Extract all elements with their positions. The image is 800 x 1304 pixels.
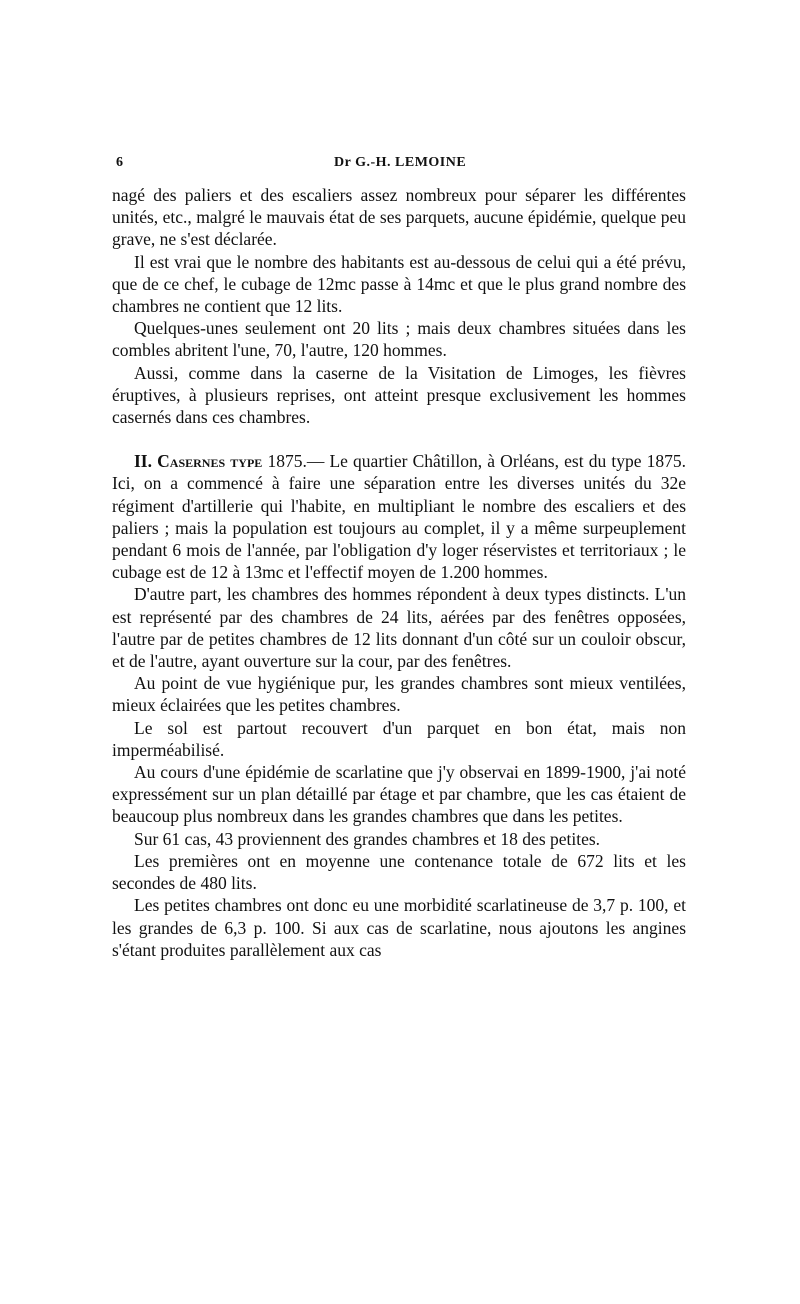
paragraph-4: Aussi, comme dans la caserne de la Visitation de Limoges, les fièvres éruptives, à plusieurs reprises, ont atteint presque exclusivement les hommes casernés dans ces chambres. [112,362,686,428]
paragraph-6: D'autre part, les chambres des hommes répondent à deux types distincts. L'un est représenté par des chambres de 24 lits, aérées par des fenêtres opposées, l'autre par de petites chambres de 12 lits donnant d'un côté sur un couloir obscur, et de l'autre, ayant ouverture sur la cour, par des fenêtres. [112,584,686,672]
section-heading-paragraph [112,450,686,583]
paragraph-1: nagé des paliers et des escaliers assez nombreux pour séparer les différentes unités, etc., malgré le mauvais état de ses parquets, aucune épidémie, quelque peu grave, ne s'est déclarée. [112,185,686,250]
section-break [112,428,686,450]
paragraph-7: Au point de vue hygiénique pur, les grandes chambres sont mieux ventilées, mieux éclairées que les petites chambres. [112,673,686,716]
page-header [112,150,686,174]
paragraph-2: Il est vrai que le nombre des habitants est au-dessous de celui qui a été prévu, que de ce chef, le cubage de 12mc passe à 14mc et que le plus grand nombre des chambres ne contient que 12 lits. [112,251,686,317]
running-head: Dr G.-H. LEMOINE [334,155,467,170]
paragraph-11: Les premières ont en moyenne une contenance totale de 672 lits et les secondes de 480 lits. [112,850,686,894]
paragraph-10: Sur 61 cas, 43 proviennent des grandes chambres et 18 des petites. [134,828,601,849]
section-heading: Casernes type [157,451,263,472]
book-page [112,150,686,961]
section-number: II. [134,451,152,472]
paragraph-8: Le sol est partout recouvert d'un parquet en bon état, mais non imperméabilisé. [112,717,686,760]
page-number: 6 [116,155,124,170]
paragraph-9: Au cours d'une épidémie de scarlatine que j'y observai en 1899-1900, j'ai noté expressément sur un plan détaillé par étage et par chambre, que les cas étaient de beaucoup plus nombreux dans les grandes chambres que dans les petites. [112,762,686,827]
paragraph-3: Quelques-unes seulement ont 20 lits ; mais deux chambres situées dans les combles abritent l'une, 70, l'autre, 120 hommes. [112,318,686,361]
section-opening-text: 1875.— Le quartier Châtillon, à Orléans, est du type 1875. Ici, on a commencé à faire une séparation entre les diverses unités du 32e régiment d'artillerie qui l'habite, en multipliant le nombre des escaliers et des paliers ; mais la population est toujours au complet, il y a même surpeuplement pendant 6 mois de l'année, par l'obligation d'y loger réservistes et territoriaux ; le cubage est de 12 à 13mc et l'effectif moyen de 1.200 hommes. [112,451,686,583]
paragraph-12: Les petites chambres ont donc eu une morbidité scarlatineuse de 3,7 p. 100, et les grandes de 6,3 p. 100. Si aux cas de scarlatine, nous ajoutons les angines s'étant produites parallèlement aux cas [112,895,686,960]
